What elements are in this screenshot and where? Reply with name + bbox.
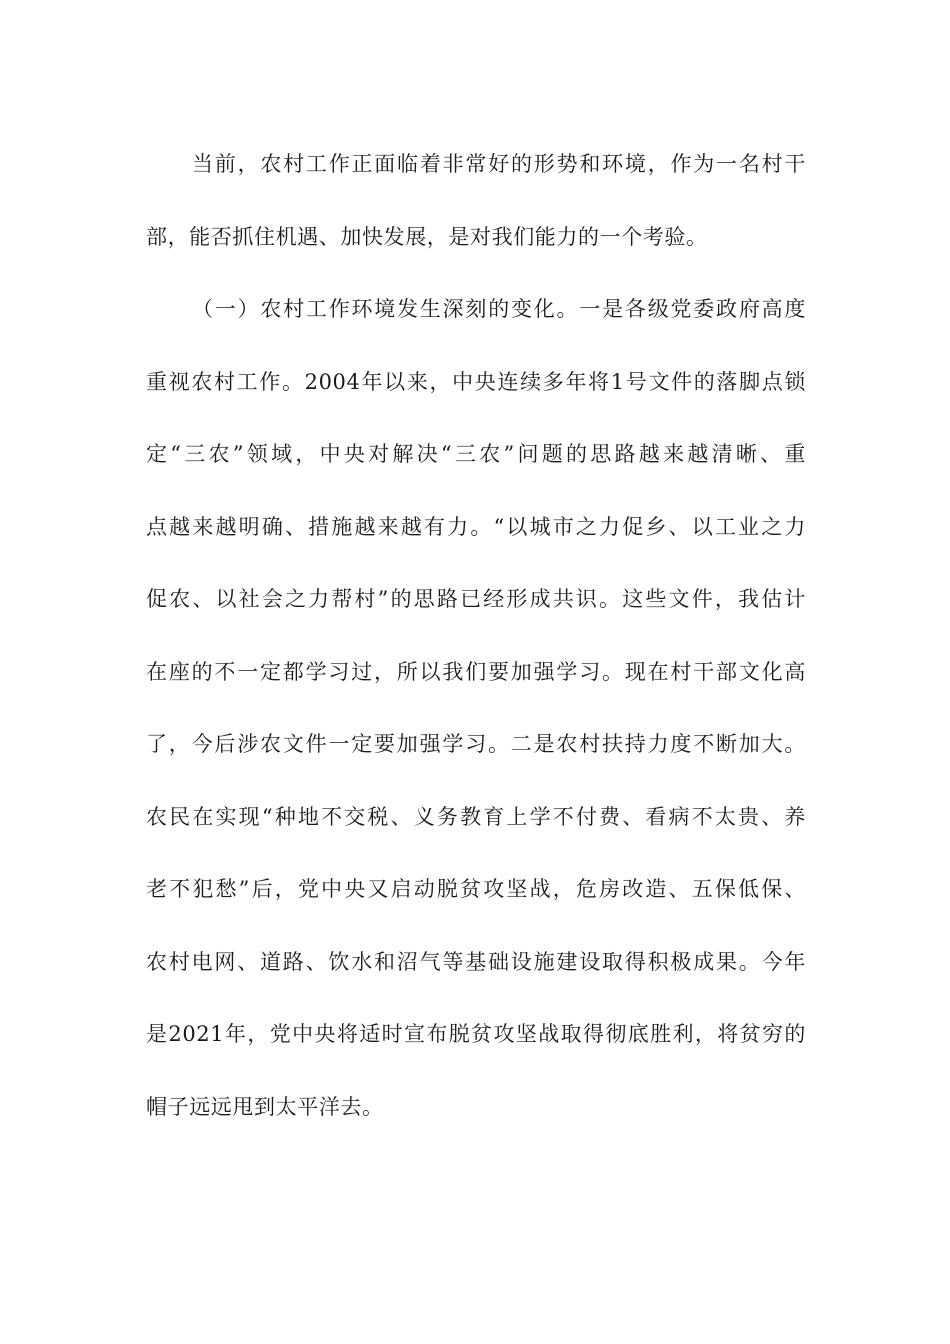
- paragraph-line: 定“三农”领域，中央对解决“三农”问题的思路越来越清晰、重: [146, 442, 806, 466]
- paragraph-line: （一）农村工作环境发生深刻的变化。一是各级党委政府高度: [192, 297, 806, 321]
- paragraph-line: 帽子远远甩到太平洋去。: [146, 1094, 384, 1119]
- document-body: [146, 128, 806, 1143]
- paragraph-line: 部，能否抓住机遇、加快发展，是对我们能力的一个考验。: [146, 224, 708, 249]
- paragraph-1: [146, 128, 806, 273]
- paragraph-line: 重视农村工作。2004年以来，中央连续多年将1号文件的落脚点锁: [146, 369, 806, 394]
- paragraph-line: 促农、以社会之力帮村”的思路已经形成共识。这些文件，我估计: [146, 587, 806, 611]
- paragraph-line: 农民在实现“种地不交税、义务教育上学不付费、看病不太贵、养: [146, 804, 806, 829]
- paragraph-line: 在座的不一定都学习过，所以我们要加强学习。现在村干部文化高: [146, 659, 806, 684]
- paragraph-line: 点越来越明确、措施越来越有力。“以城市之力促乡、以工业之力: [146, 514, 806, 539]
- paragraph-line: 当前，农村工作正面临着非常好的形势和环境，作为一名村干: [192, 152, 806, 176]
- paragraph-2: [146, 273, 806, 1143]
- paragraph-line: 农村电网、道路、饮水和沼气等基础设施建设取得积极成果。今年: [146, 949, 806, 974]
- paragraph-line: 了，今后涉农文件一定要加强学习。二是农村扶持力度不断加大。: [146, 732, 806, 756]
- paragraph-line: 老不犯愁”后，党中央又启动脱贫攻坚战，危房改造、五保低保、: [146, 877, 806, 901]
- paragraph-line: 是2021年，党中央将适时宣布脱贫攻坚战取得彻底胜利，将贫穷的: [146, 1022, 806, 1046]
